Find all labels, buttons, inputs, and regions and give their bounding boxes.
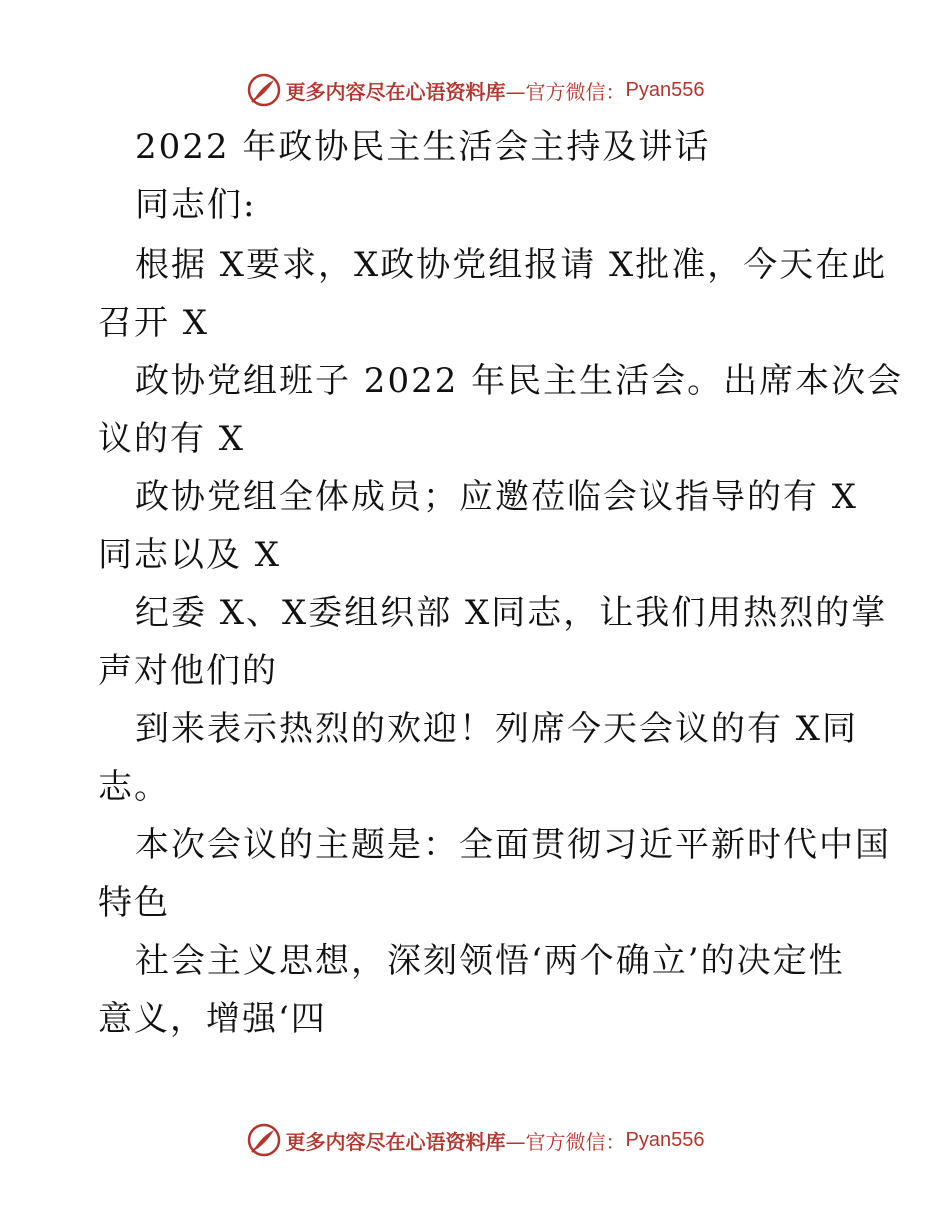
watermark-wechat-id: Pyan556: [625, 78, 705, 101]
document-line: 到来表示热烈的欢迎！列席今天会议的有 X同: [135, 709, 859, 749]
watermark-brand-text: 更多内容尽在心语资料库: [285, 79, 506, 104]
document-line: 社会主义思想，深刻领悟‘两个确立’的决定性: [135, 941, 845, 981]
document-line: 纪委 X、X委组织部 X同志，让我们用热烈的掌: [135, 593, 888, 633]
document-line: 政协党组班子 2022 年民主生活会。出席本次会: [135, 361, 904, 401]
document-line: 召开 X: [98, 303, 210, 343]
document-line: 同志以及 X: [98, 535, 282, 575]
document-line: 根据 X要求，X政协党组报请 X批准，今天在此: [135, 245, 888, 285]
watermark-brand-text: 更多内容尽在心语资料库: [285, 1129, 506, 1154]
document-title: 2022 年政协民主生活会主持及讲话: [135, 127, 711, 167]
document-line: 志。: [98, 767, 170, 807]
document-line: 政协党组全体成员；应邀莅临会议指导的有 X: [135, 477, 859, 517]
feather-pen-icon: [246, 1122, 282, 1158]
watermark-wechat-id: Pyan556: [625, 1128, 705, 1151]
top-watermark-banner: [0, 70, 950, 110]
document-line: 意义，增强‘四: [98, 999, 327, 1039]
feather-pen-icon: [246, 72, 282, 108]
document-line: 议的有 X: [98, 419, 246, 459]
document-line: 特色: [98, 883, 170, 923]
watermark-official-label: —官方微信：: [505, 79, 626, 104]
bottom-watermark-banner: [0, 1120, 950, 1160]
document-line: 声对他们的: [98, 651, 278, 691]
document-line: 本次会议的主题是：全面贯彻习近平新时代中国: [135, 825, 891, 865]
document-line: 同志们:: [135, 185, 257, 225]
watermark-official-label: —官方微信：: [505, 1129, 626, 1154]
